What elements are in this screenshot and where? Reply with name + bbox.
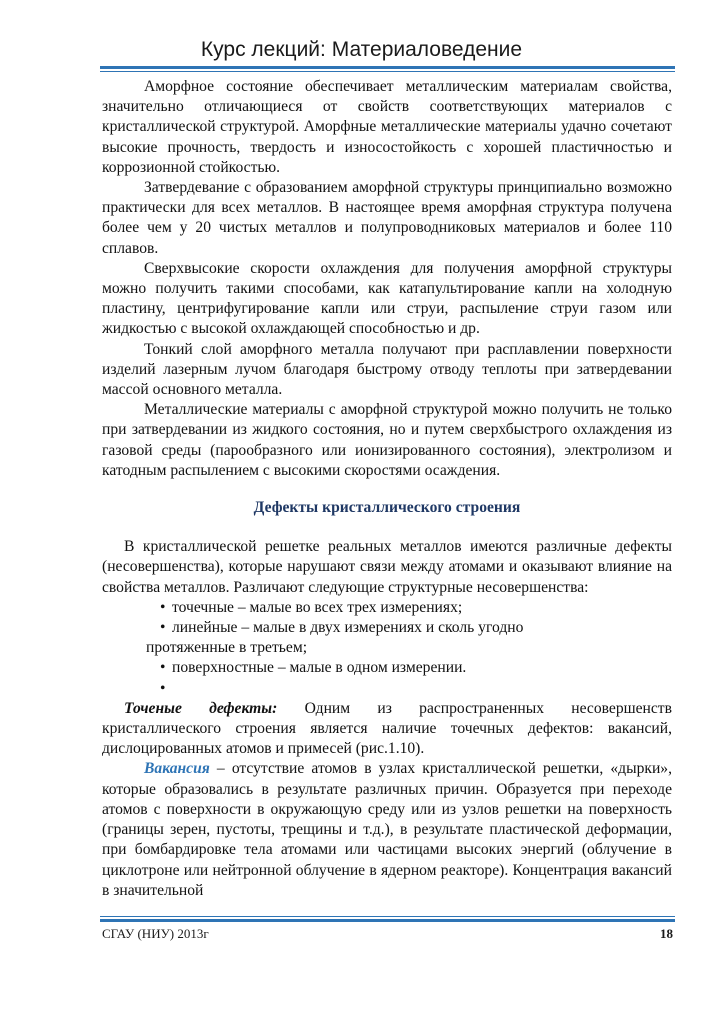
paragraph-gas-phase-methods: Металлические материалы с аморфной структурой можно получить не только при затвердевании из жидкого состояния, но и путем сверхбыстрого охлаждения из газовой среды (парообразного или ионизированного состояния), электролизом и катодным распылением с высокими скоростями осаждения. (102, 401, 672, 479)
paragraph-vacancy (102, 759, 672, 900)
paragraph-amorphous-properties: Аморфное состояние обеспечивает металлическим материалам свойства, значительно отличающиеся от свойств соответствующих материалов с кристаллической структурой. Аморфные металлические материалы удачно сочетают высокие прочность, твердость и износостойкость с хорошей пластичностью и коррозионной стойкостью. (102, 78, 672, 176)
footer-publisher: СГАУ (НИУ) 2013г (102, 926, 209, 941)
header-divider (100, 66, 675, 72)
list-item-text: линейные – малые в двух измерениях и сколь угодно (172, 619, 524, 637)
list-item (172, 618, 672, 638)
paragraph-amorphous-solidification: Затвердевание с образованием аморфной структуры принципиально возможно практически для всех металлов. В настоящее время аморфная структура получена более чем у 20 чистых металлов и полупроводниковых материалов и более 110 сплавов. (102, 179, 672, 257)
vacancy-text: – отсутствие атомов в узлах кристаллической решетки, «дырки», которые образовались в результате различных причин. Образуется при переходе атомов с поверхности в окружающую среду или из узлов решетки на поверхность (границы зерен, пустоты, трещины и т.д.), в результате пластической деформации, при бомбардировке тела атомами или частицами высоких энергий (облучение в циклотроне или нейтронной облучение в ядерном реакторе). Концентрация вакансий в значительной (102, 760, 672, 899)
list-item: • поверхностные – малые в одном измерении. (172, 658, 672, 678)
section-heading: Дефекты кристаллического строения (253, 499, 521, 517)
point-defects-label: Точеные дефекты: (124, 699, 278, 717)
footer-divider (100, 916, 675, 922)
defect-types-list (102, 598, 672, 638)
list-item: • точечные – малые во всех трех измерениях; (172, 598, 672, 618)
defect-types-list-cont (102, 658, 672, 698)
paragraph-point-defects (102, 699, 672, 760)
page-body (102, 77, 672, 901)
paragraph-cooling-methods: Сверхвысокие скорости охлаждения для получения аморфной структуры можно получить такими способами, как катапультирование капли на холодную пластину, центрифугирование капли или струи, распыление струи газом или жидкостью с высокой охлаждающей способностью и др. (102, 259, 672, 338)
vacancy-term: Вакансия (144, 760, 210, 778)
paragraph-laser-surface: Тонкий слой аморфного металла получают при расплавлении поверхности изделий лазерным лучом благодаря быстрому отводу теплоты при затвердевании массой основного металла. (102, 340, 672, 399)
page-number: 18 (660, 926, 673, 941)
list-item-continuation: протяженные в третьем; (146, 639, 308, 657)
list-item-empty (172, 679, 672, 699)
paragraph-defects-intro: В кристаллической решетке реальных металлов имеются различные дефекты (несовершенства), которые нарушают связи между атомами и оказывают влияние на свойства металлов. Различают следующие структурные несовершенства: (102, 538, 672, 596)
point-defects-text: Одним из распространенных несовершенств кристаллического строения является наличие точечных дефектов: вакансий, дислоцированных атомов и примесей (рис.1.10). (102, 699, 672, 758)
page-header-title: Курс лекций: Материаловедение (200, 38, 523, 61)
